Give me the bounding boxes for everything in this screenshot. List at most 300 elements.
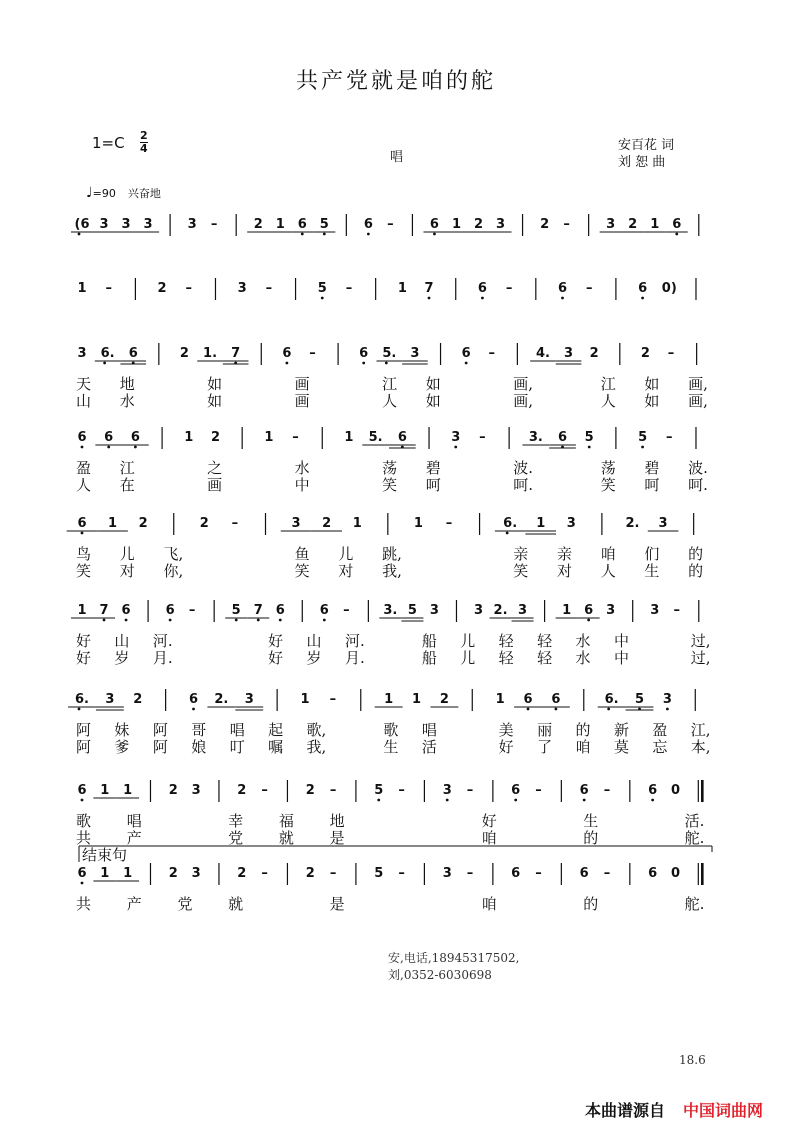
lyric-syllable: 丽 xyxy=(537,721,553,739)
note: 3 xyxy=(187,217,197,232)
lyric-syllable: 产 xyxy=(126,829,142,847)
lyric-syllable: 好 xyxy=(268,649,284,667)
note: – xyxy=(466,866,474,881)
low-octave-dot xyxy=(527,708,530,711)
lyric-syllable: 水 xyxy=(294,459,310,477)
note: 6 xyxy=(579,866,589,881)
note: – xyxy=(105,281,112,296)
lyric-syllable: 笑 xyxy=(76,562,92,580)
lyric-syllable: 波. xyxy=(688,459,708,477)
note: 6 xyxy=(579,783,589,798)
note: 5. xyxy=(368,430,383,445)
low-octave-dot xyxy=(433,233,436,236)
lyric-syllable: 人 xyxy=(600,392,616,410)
lyric-syllable: 好 xyxy=(76,632,92,650)
lyric-syllable: 妹 xyxy=(114,721,130,739)
note: 5. xyxy=(382,346,397,361)
note: 1 xyxy=(100,866,110,881)
lyric-syllable: 跳, xyxy=(382,545,402,563)
note: 6. xyxy=(503,516,518,531)
low-octave-dot xyxy=(367,233,370,236)
note: 3 xyxy=(105,692,115,707)
note: 2 xyxy=(199,516,209,531)
note: 3 xyxy=(99,217,109,232)
note: 3 xyxy=(121,217,131,232)
lyric-syllable: 福 xyxy=(278,812,294,830)
lyric-syllable: 哥 xyxy=(191,721,207,739)
lyric-syllable: 碧 xyxy=(644,459,660,477)
note: 3 xyxy=(518,603,528,618)
note: 1 xyxy=(352,516,362,531)
low-octave-dot xyxy=(192,708,195,711)
note: 3. xyxy=(383,603,398,618)
low-octave-dot xyxy=(587,619,590,622)
note: – xyxy=(261,866,268,881)
low-octave-dot xyxy=(561,297,564,300)
note: – xyxy=(265,281,273,296)
lyric-syllable: 荡 xyxy=(382,459,398,477)
note: 6 xyxy=(128,346,138,361)
note: – xyxy=(585,281,593,296)
lyric-syllable: 歌 xyxy=(76,812,92,830)
low-octave-dot xyxy=(666,708,669,711)
note: 3 xyxy=(429,603,439,618)
contact-liu: 刘,0352-6030698 xyxy=(388,968,492,982)
note: 3 xyxy=(442,866,452,881)
note: 3 xyxy=(564,346,574,361)
note: 2 xyxy=(473,217,484,232)
note: – xyxy=(488,346,496,361)
note: 2. xyxy=(214,692,229,707)
note: 3 xyxy=(566,516,576,531)
lyric-syllable: 人 xyxy=(600,562,616,580)
lyric-syllable: 呵. xyxy=(513,476,534,494)
lyric-syllable: 轻 xyxy=(537,649,553,667)
note: 6 xyxy=(121,603,131,618)
lyric-syllable: 岁 xyxy=(306,649,322,667)
lyric-syllable: 阿 xyxy=(152,738,168,756)
lyric-syllable: 党 xyxy=(177,895,193,913)
note: 1 xyxy=(77,603,87,618)
low-octave-dot xyxy=(675,233,678,236)
lyric-syllable: 江, xyxy=(690,721,711,739)
note: 2 xyxy=(640,346,650,361)
note: – xyxy=(666,430,673,445)
note: 0 xyxy=(670,783,681,798)
low-octave-dot xyxy=(279,619,282,622)
lyric-syllable: 山 xyxy=(306,632,322,650)
lyric-syllable: 船 xyxy=(421,632,437,650)
lyric-syllable: 笑 xyxy=(513,562,529,580)
note: 5 xyxy=(407,603,417,618)
low-octave-dot xyxy=(78,708,81,711)
note: 3 xyxy=(473,603,484,618)
composer-credit: 刘 恕 曲 xyxy=(618,155,666,170)
note: 7 xyxy=(99,603,109,618)
note: 6. xyxy=(604,692,619,707)
note: 7 xyxy=(253,603,263,618)
lyric-syllable: 莫 xyxy=(613,738,629,756)
note: – xyxy=(398,783,405,798)
note: 3 xyxy=(650,603,660,618)
ending-label: 结束句 xyxy=(82,846,128,864)
lyric-syllable: 阿 xyxy=(76,738,92,756)
low-octave-dot xyxy=(377,799,380,802)
note: 6 xyxy=(557,281,568,296)
low-octave-dot xyxy=(362,362,365,365)
note: – xyxy=(505,281,513,296)
note: – xyxy=(535,783,542,798)
note: – xyxy=(345,281,353,296)
note: 6 xyxy=(188,692,199,707)
note: 2 xyxy=(305,783,315,798)
note: – xyxy=(231,516,239,531)
note: 3 xyxy=(191,783,201,798)
note: 2 xyxy=(628,217,638,232)
note: – xyxy=(563,217,570,232)
note: 3 xyxy=(606,217,616,232)
note: 1 xyxy=(384,692,394,707)
lyric-syllable: 活. xyxy=(684,812,705,830)
lyric-syllable: 歌, xyxy=(306,721,327,739)
note: 3 xyxy=(410,346,420,361)
low-octave-dot xyxy=(588,446,591,449)
low-octave-dot xyxy=(103,619,106,622)
note: – xyxy=(673,603,681,618)
note: 2 xyxy=(168,866,178,881)
low-octave-dot xyxy=(169,619,172,622)
lyric-syllable: 阿 xyxy=(152,721,168,739)
note: 1 xyxy=(300,692,310,707)
note: – xyxy=(329,783,337,798)
lyric-syllable: 画, xyxy=(513,392,534,410)
low-octave-dot xyxy=(103,362,106,365)
lyric-syllable: 画 xyxy=(294,392,310,410)
lyric-syllable: 月. xyxy=(152,649,173,667)
lyric-syllable: 对 xyxy=(338,562,354,580)
lyric-syllable: 波. xyxy=(513,459,534,477)
lyric-syllable: 们 xyxy=(644,545,660,563)
lyric-syllable: 新 xyxy=(613,721,629,739)
note: – xyxy=(387,217,394,232)
note: 1 xyxy=(536,516,546,531)
lyric-syllable: 鱼 xyxy=(294,545,310,563)
page-number: 18.6 xyxy=(679,1053,706,1067)
note: 3 xyxy=(244,692,254,707)
tempo-bpm: =90 xyxy=(92,187,116,200)
low-octave-dot xyxy=(323,619,326,622)
lyric-syllable: 是 xyxy=(329,829,345,847)
lyric-syllable: 阿 xyxy=(76,721,92,739)
low-octave-dot xyxy=(607,708,610,711)
lyric-syllable: 的 xyxy=(575,721,591,739)
lyric-syllable: 山 xyxy=(76,392,92,410)
note: 6 xyxy=(282,346,292,361)
lyric-syllable: 儿 xyxy=(460,649,476,667)
lyric-syllable: 叮 xyxy=(229,738,245,756)
key-signature: 1=C xyxy=(92,134,125,152)
note: 6 xyxy=(477,281,487,296)
low-octave-dot xyxy=(321,297,324,300)
note: 6 xyxy=(104,430,114,445)
note: 6 xyxy=(319,603,329,618)
lyric-syllable: 如 xyxy=(207,392,223,410)
note: 6 xyxy=(584,603,594,618)
note: 1 xyxy=(100,783,110,798)
lyric-syllable: 是 xyxy=(329,895,345,913)
low-octave-dot xyxy=(454,446,457,449)
note: 5 xyxy=(319,217,329,232)
note: 2 xyxy=(322,516,332,531)
note: 6 xyxy=(130,430,140,445)
note: 2 xyxy=(210,430,220,445)
lyric-syllable: 咱 xyxy=(481,829,497,847)
note: 1 xyxy=(451,217,461,232)
low-octave-dot xyxy=(125,619,128,622)
lyric-syllable: 舵. xyxy=(684,829,705,847)
lyric-syllable: 荡 xyxy=(600,459,616,477)
low-octave-dot xyxy=(107,446,110,449)
lyric-syllable: 爹 xyxy=(114,738,130,756)
lyric-syllable: 水 xyxy=(119,392,135,410)
expression-mark: 兴奋地 xyxy=(127,187,161,200)
lyric-syllable: 我, xyxy=(382,562,402,580)
note: 6 xyxy=(363,217,373,232)
note: 1 xyxy=(123,866,133,881)
low-octave-dot xyxy=(641,446,644,449)
note: 6 xyxy=(165,603,175,618)
note: 4. xyxy=(535,346,550,361)
note: 6 xyxy=(397,430,407,445)
lyric-syllable: 画, xyxy=(688,375,708,393)
low-octave-dot xyxy=(446,799,449,802)
note: 6 xyxy=(77,430,87,445)
lyric-syllable: 如 xyxy=(644,392,660,410)
low-octave-dot xyxy=(134,446,137,449)
note: 3 xyxy=(77,346,87,361)
lyric-syllable: 画 xyxy=(207,476,223,494)
low-octave-dot xyxy=(428,297,431,300)
contact-info xyxy=(388,950,519,984)
page-title: 共产党就是咱的舵 xyxy=(295,69,496,94)
note: 1 xyxy=(123,783,133,798)
lyric-syllable: 好 xyxy=(481,812,497,830)
note: – xyxy=(343,603,350,618)
lyric-syllable: 如 xyxy=(207,375,223,393)
low-octave-dot xyxy=(235,619,238,622)
lyric-syllable: 了 xyxy=(537,738,553,756)
lyric-syllable: 舵. xyxy=(684,895,705,913)
lyric-syllable: 唱 xyxy=(421,721,437,739)
lyric-syllable: 幸 xyxy=(228,812,244,830)
lyric-syllable: 对 xyxy=(556,562,572,580)
lyric-syllable: 的 xyxy=(688,545,704,563)
lyric-syllable: 好 xyxy=(268,632,284,650)
note: 6 xyxy=(523,692,533,707)
lyric-syllable: 的 xyxy=(688,562,704,580)
note: 3 xyxy=(606,603,616,618)
note: 6. xyxy=(75,692,89,707)
note: 1 xyxy=(108,516,118,531)
lyric-syllable: 儿 xyxy=(119,545,135,563)
lyric-syllable: 江 xyxy=(119,459,135,477)
note: 7 xyxy=(424,281,434,296)
lyric-syllable: 亲 xyxy=(556,545,572,563)
lyricist-credit: 安百花 词 xyxy=(618,138,675,153)
lyric-syllable: 河. xyxy=(344,632,365,650)
note: 2. xyxy=(625,516,640,531)
note: 3 xyxy=(191,866,201,881)
note: 6 xyxy=(638,281,648,296)
note: 1 xyxy=(650,217,660,232)
note: 6. xyxy=(100,346,115,361)
lyric-syllable: 儿 xyxy=(460,632,476,650)
note: 6 xyxy=(77,866,87,881)
lyric-syllable: 对 xyxy=(119,562,135,580)
note: – xyxy=(398,866,405,881)
low-octave-dot xyxy=(514,799,517,802)
note: 5 xyxy=(231,603,241,618)
lyric-syllable: 笑 xyxy=(600,476,616,494)
note: – xyxy=(329,692,337,707)
low-octave-dot xyxy=(285,362,288,365)
note: 6 xyxy=(511,783,521,798)
note: 2 xyxy=(305,866,315,881)
low-octave-dot xyxy=(583,799,586,802)
lyric-syllable: 飞, xyxy=(163,545,184,563)
singer-label: 唱 xyxy=(390,150,404,165)
lyric-syllable: 的 xyxy=(583,829,599,847)
note: 6 xyxy=(297,217,307,232)
low-octave-dot xyxy=(81,799,84,802)
lyric-syllable: 山 xyxy=(114,632,130,650)
note: 5 xyxy=(638,430,648,445)
note: 2 xyxy=(237,866,247,881)
lyric-syllable: 起 xyxy=(268,721,284,739)
lyric-syllable: 轻 xyxy=(498,632,514,650)
note: – xyxy=(603,866,611,881)
note: 6 xyxy=(648,783,658,798)
lyric-syllable: 咱 xyxy=(575,738,591,756)
note: 2 xyxy=(589,346,599,361)
note: 3 xyxy=(451,430,461,445)
lyric-syllable: 过, xyxy=(690,649,711,667)
lyric-syllable: 碧 xyxy=(425,459,441,477)
note: 2 xyxy=(157,281,167,296)
lyric-syllable: 人 xyxy=(382,392,398,410)
note: 6 xyxy=(672,217,682,232)
low-octave-dot xyxy=(257,619,260,622)
lyric-syllable: 船 xyxy=(421,649,437,667)
note: 6 xyxy=(648,866,658,881)
lyric-syllable: 忘 xyxy=(652,738,668,756)
lyric-syllable: 唱 xyxy=(126,812,142,830)
note: 1 xyxy=(562,603,572,618)
lyric-syllable: 地 xyxy=(329,812,345,830)
note: 6 xyxy=(461,346,471,361)
note: 6 xyxy=(77,783,87,798)
note: 1 xyxy=(344,430,354,445)
note: 1 xyxy=(411,692,422,707)
source-site-link[interactable]: 中国词曲网 xyxy=(683,1101,764,1120)
note: 6 xyxy=(359,346,369,361)
note: – xyxy=(329,866,337,881)
contact-an: 安,电话,18945317502, xyxy=(388,951,520,965)
note: 1 xyxy=(77,281,87,296)
lyric-syllable: 鸟 xyxy=(76,545,92,563)
lyric-syllable: 嘱 xyxy=(268,738,284,756)
note: – xyxy=(603,783,611,798)
low-octave-dot xyxy=(465,362,468,365)
note: 3 xyxy=(237,281,247,296)
note: – xyxy=(188,603,196,618)
note: 5 xyxy=(317,281,327,296)
lyric-syllable: 天 xyxy=(76,375,92,393)
note: 2 xyxy=(439,692,449,707)
lyric-syllable: 生 xyxy=(383,738,399,756)
lyric-syllable: 岁 xyxy=(114,649,130,667)
source-label: 本曲谱源自 xyxy=(585,1101,666,1120)
lyric-syllable: 中 xyxy=(613,632,629,650)
lyric-syllable: 水 xyxy=(575,649,591,667)
note: 2 xyxy=(138,516,148,531)
lyric-syllable: 人 xyxy=(76,476,92,494)
lyric-syllable: 之 xyxy=(207,459,223,477)
lyric-syllable: 呵 xyxy=(644,476,660,494)
lyric-syllable: 在 xyxy=(119,476,135,494)
low-octave-dot xyxy=(385,362,388,365)
note: 5 xyxy=(374,783,384,798)
note: 6 xyxy=(511,866,521,881)
low-octave-dot xyxy=(506,532,509,535)
note: 0 xyxy=(670,866,681,881)
low-octave-dot xyxy=(554,708,557,711)
lyric-syllable: 你, xyxy=(163,562,184,580)
note: – xyxy=(479,430,486,445)
lyric-syllable: 咱 xyxy=(481,895,497,913)
note: – xyxy=(466,783,474,798)
note: 2 xyxy=(179,346,189,361)
quarter-note-icon: ♩ xyxy=(86,185,93,201)
note: 6 xyxy=(275,603,285,618)
note: 3. xyxy=(528,430,543,445)
note: 3 xyxy=(662,692,672,707)
lyric-syllable: 呵 xyxy=(425,476,441,494)
lyric-syllable: 笑 xyxy=(382,476,398,494)
lyric-syllable: 月. xyxy=(344,649,365,667)
lyric-syllable: 美 xyxy=(498,721,514,739)
low-octave-dot xyxy=(78,233,81,236)
lyric-syllable: 儿 xyxy=(338,545,354,563)
lyric-syllable: 水 xyxy=(575,632,591,650)
note: 6 xyxy=(551,692,561,707)
note: – xyxy=(210,217,218,232)
lyric-syllable: 产 xyxy=(126,895,142,913)
lyric-syllable: 娘 xyxy=(191,738,207,756)
lyric-syllable: 生 xyxy=(644,562,660,580)
note: 5 xyxy=(584,430,594,445)
note: – xyxy=(445,516,453,531)
note: 6 xyxy=(429,217,439,232)
note: 3 xyxy=(143,217,153,232)
note: 0) xyxy=(661,281,677,296)
lyric-syllable: 盈 xyxy=(76,459,92,477)
low-octave-dot xyxy=(323,233,326,236)
lyric-syllable: 共 xyxy=(76,895,92,913)
note: 2 xyxy=(237,783,247,798)
note: – xyxy=(185,281,193,296)
lyric-syllable: 轻 xyxy=(498,649,514,667)
